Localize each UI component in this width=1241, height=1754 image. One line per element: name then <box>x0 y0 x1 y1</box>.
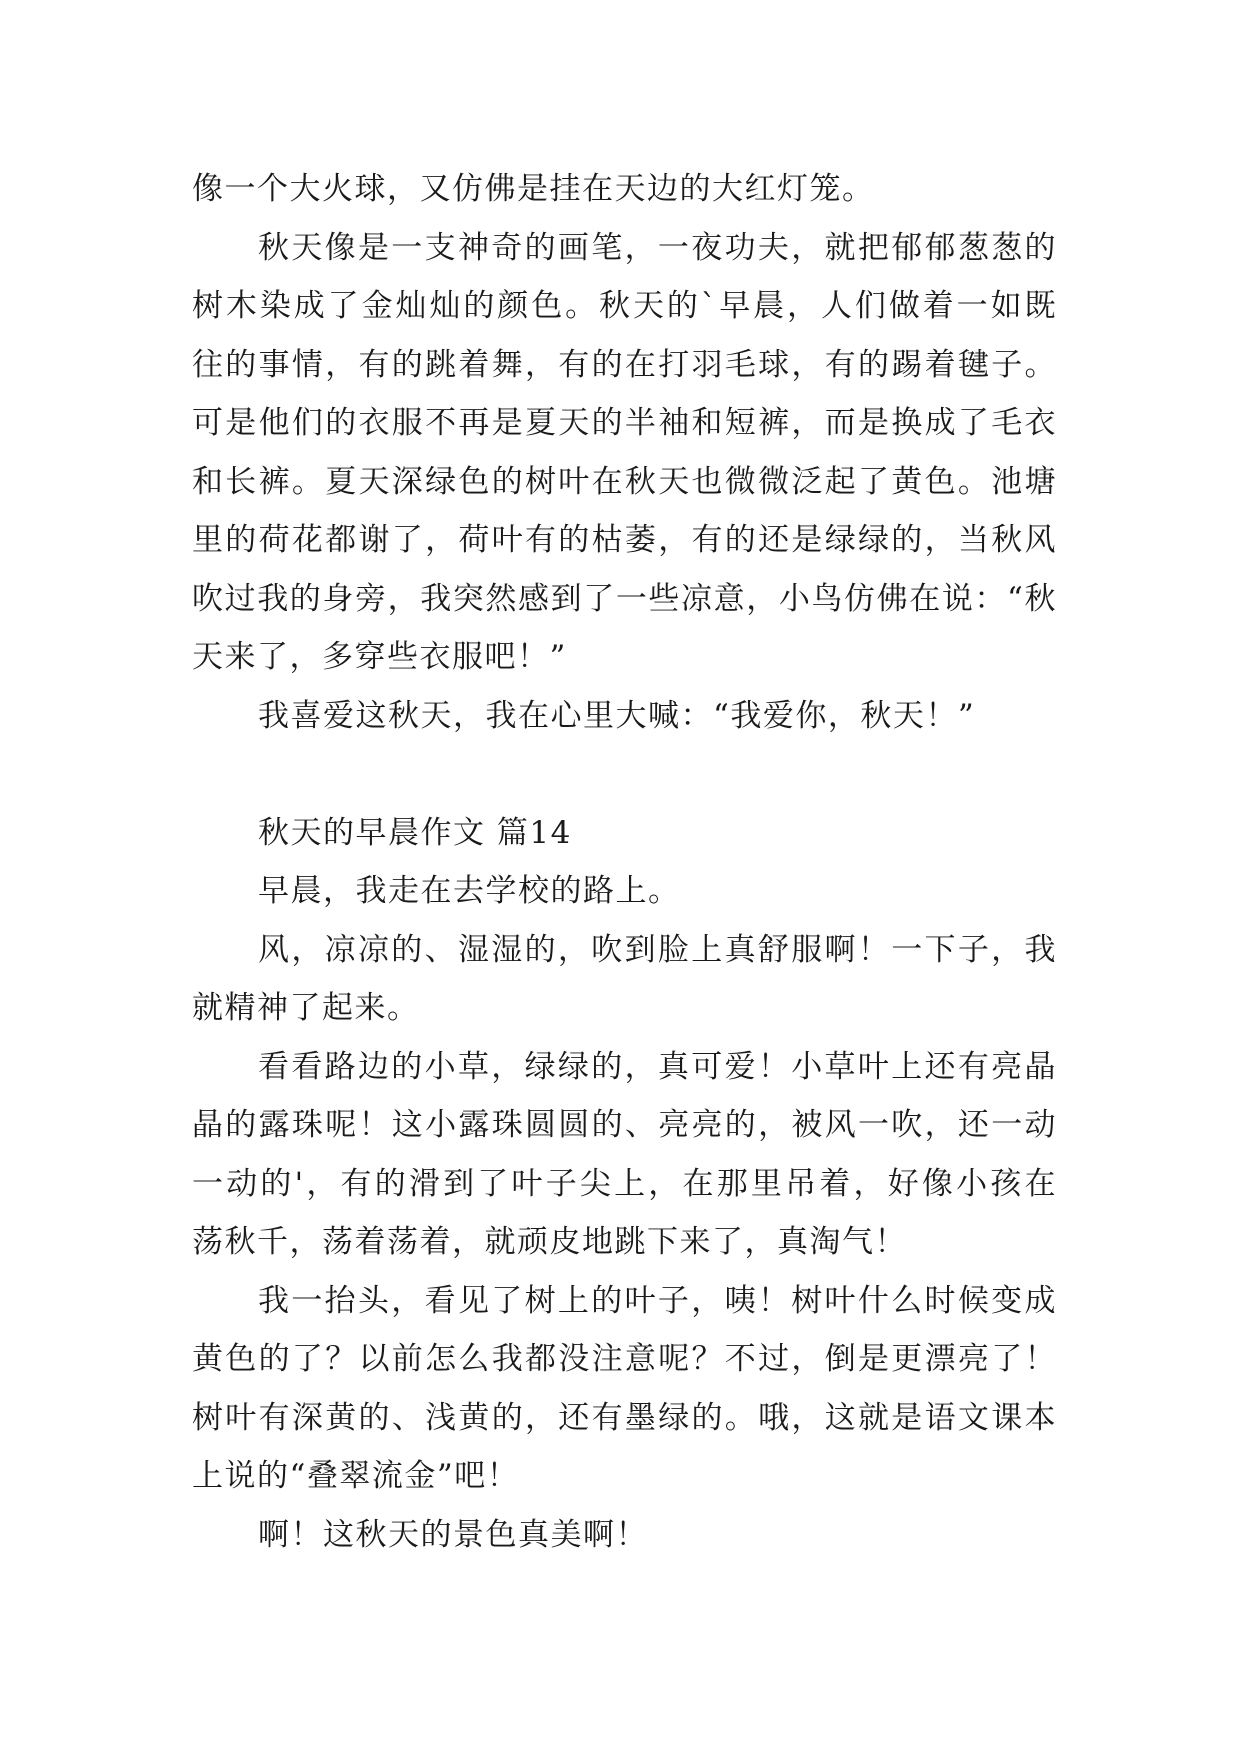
document-page <box>192 160 1057 1564</box>
text-line: 一动的'，有的滑到了叶子尖上，在那里吊着，好像小孩在 <box>192 1165 1057 1202</box>
text-line: 和长裤。夏天深绿色的树叶在秋天也微微泛起了黄色。池塘 <box>192 463 1057 500</box>
paragraph <box>192 160 1057 219</box>
paragraph <box>192 219 1057 687</box>
text-line: 我喜爱这秋天，我在心里大喊：“我爱你，秋天！” <box>258 697 976 734</box>
text-line: 里的荷花都谢了，荷叶有的枯萎，有的还是绿绿的，当秋风 <box>192 522 1057 558</box>
text-line: 荡秋千，荡着荡着，就顽皮地跳下来了，真淘气！ <box>192 1224 907 1260</box>
text-line: 黄色的了？以前怎么我都没注意呢？不过，倒是更漂亮了！ <box>192 1341 1057 1377</box>
blank-line <box>192 745 1057 804</box>
text-line: 树叶有深黄的、浅黄的，还有墨绿的。哦，这就是语文课本 <box>192 1399 1057 1436</box>
text-line: 秋天像是一支神奇的画笔，一夜功夫，就把郁郁葱葱的 <box>258 229 1057 266</box>
text-line: 我一抬头，看见了树上的叶子，咦！树叶什么时候变成 <box>258 1282 1057 1319</box>
text-line: 风，凉凉的、湿湿的，吹到脸上真舒服啊！一下子，我 <box>258 931 1057 968</box>
text-line: 树木染成了金灿灿的颜色。秋天的`早晨，人们做着一如既 <box>192 288 1057 324</box>
text-line: 天来了，多穿些衣服吧！” <box>192 639 567 675</box>
text-line: 可是他们的衣服不再是夏天的半袖和短裤，而是换成了毛衣 <box>192 405 1057 441</box>
text-line: 吹过我的身旁，我突然感到了一些凉意，小鸟仿佛在说：“秋 <box>192 580 1057 617</box>
paragraph <box>192 1272 1057 1506</box>
text-line: 晶的露珠呢！这小露珠圆圆的、亮亮的，被风一吹，还一动 <box>192 1107 1057 1143</box>
paragraph <box>192 1506 1057 1565</box>
paragraph <box>192 1038 1057 1272</box>
text-line: 上说的“叠翠流金”吧！ <box>192 1458 520 1494</box>
text-line: 往的事情，有的跳着舞，有的在打羽毛球，有的踢着毽子。 <box>192 346 1057 383</box>
text-line: 早晨，我走在去学校的路上。 <box>258 873 681 909</box>
essay-title: 秋天的早晨作文 篇14 <box>258 814 572 851</box>
paragraph <box>192 687 1057 746</box>
text-line: 看看路边的小草，绿绿的，真可爱！小草叶上还有亮晶 <box>258 1048 1057 1085</box>
paragraph <box>192 862 1057 921</box>
text-line: 像一个大火球，又仿佛是挂在天边的大红灯笼。 <box>192 171 875 207</box>
text-line: 啊！这秋天的景色真美啊！ <box>258 1516 648 1553</box>
text-line: 就精神了起来。 <box>192 990 420 1026</box>
paragraph <box>192 921 1057 1038</box>
